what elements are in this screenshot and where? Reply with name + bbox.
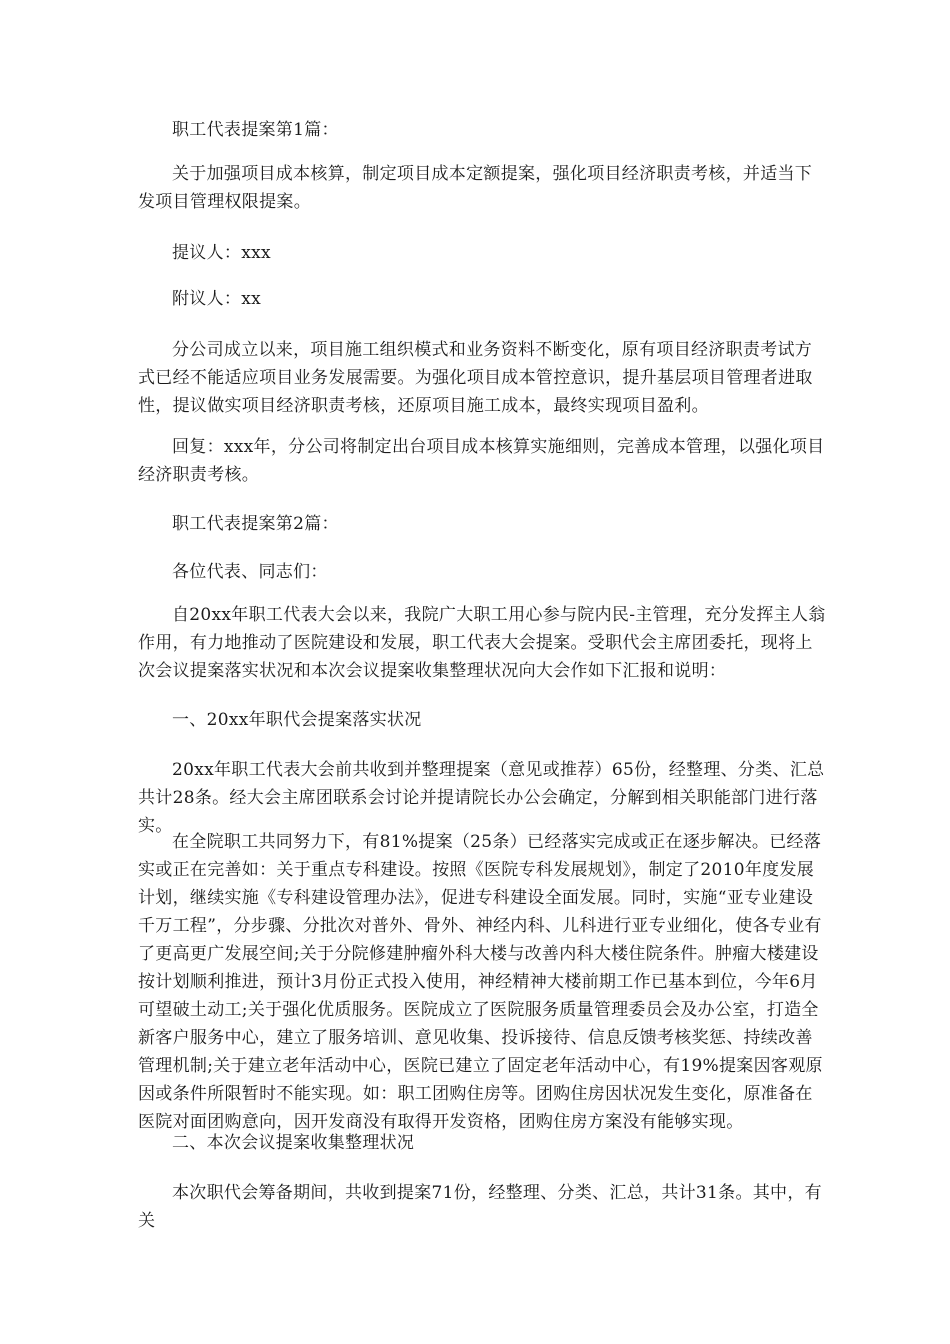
- section-heading-1: 职工代表提案第1篇：: [172, 120, 339, 140]
- implementation-summary: 20xx年职工代表大会前共收到并整理提案（意见或推荐）65份，经整理、分类、汇总共计28条。经大会主席团联系会讨论并提请院长办公会确定，分解到相关职能部门进行落实。: [138, 760, 825, 836]
- proposal-1-summary: 关于加强项目成本核算，制定项目成本定额提案，强化项目经济职责考核，并适当下发项目管理权限提案。: [138, 164, 813, 212]
- proposal-1-body: 分公司成立以来，项目施工组织模式和业务资料不断变化，原有项目经济职责考试方式已经不能适应项目业务发展需要。为强化项目成本管控意识，提升基层项目管理者进取性，提议做实项目经济职责考核，还原项目施工成本，最终实现项目盈利。: [138, 340, 813, 416]
- section-heading-2: 职工代表提案第2篇：: [172, 514, 339, 534]
- proposer-line: 提议人：xxx: [172, 243, 271, 263]
- implementation-details: 在全院职工共同努力下，有81%提案（25条）已经落实完成或正在逐步解决。已经落实或正在完善如：关于重点专科建设。按照《医院专科发展规划》，制定了2010年度发展计划，继续实施《专科建设管理办法》，促进专科建设全面发展。同时，实施“亚专业建设千万工程”，分步骤、分批次对普外、骨外、神经内科、儿科进行亚专业细化，使各专业有了更高更广发展空间;关于分院修建肿瘤外科大楼与改善内科大楼住院条件。肿瘤大楼建设按计划顺利推进，预计3月份正式投入使用，神经精神大楼前期工作已基本到位，今年6月可望破土动工;关于强化优质服务。医院成立了医院服务质量管理委员会及办公室，打造全新客户服务中心，建立了服务培训、意见收集、投诉接待、信息反馈考核奖惩、持续改善管理机制;关于建立老年活动中心，医院已建立了固定老年活动中心，有19%提案因客观原因或条件所限暂时不能实现。如：职工团购住房等。团购住房因状况发生变化，原准备在医院对面团购意向，因开发商没有取得开发资格，团购住房方案没有能够实现。: [138, 832, 823, 1132]
- report-intro: 自20xx年职工代表大会以来，我院广大职工用心参与院内民-主管理，充分发挥主人翁作用，有力地推动了医院建设和发展，职工代表大会提案。受职代会主席团委托，现将上次会议提案落实状况和本次会议提案收集整理状况向大会作如下汇报和说明：: [138, 605, 826, 681]
- collection-summary: 本次职代会筹备期间，共收到提案71份，经整理、分类、汇总，共计31条。其中，有关: [138, 1183, 822, 1231]
- subheading-collection: 二、本次会议提案收集整理状况: [172, 1133, 415, 1153]
- seconder-line: 附议人：xx: [172, 289, 261, 309]
- salutation: 各位代表、同志们：: [172, 562, 328, 582]
- subheading-implementation: 一、20xx年职代会提案落实状况: [172, 710, 422, 730]
- proposal-1-reply: 回复：xxx年，分公司将制定出台项目成本核算实施细则，完善成本管理，以强化项目经济职责考核。: [138, 437, 825, 485]
